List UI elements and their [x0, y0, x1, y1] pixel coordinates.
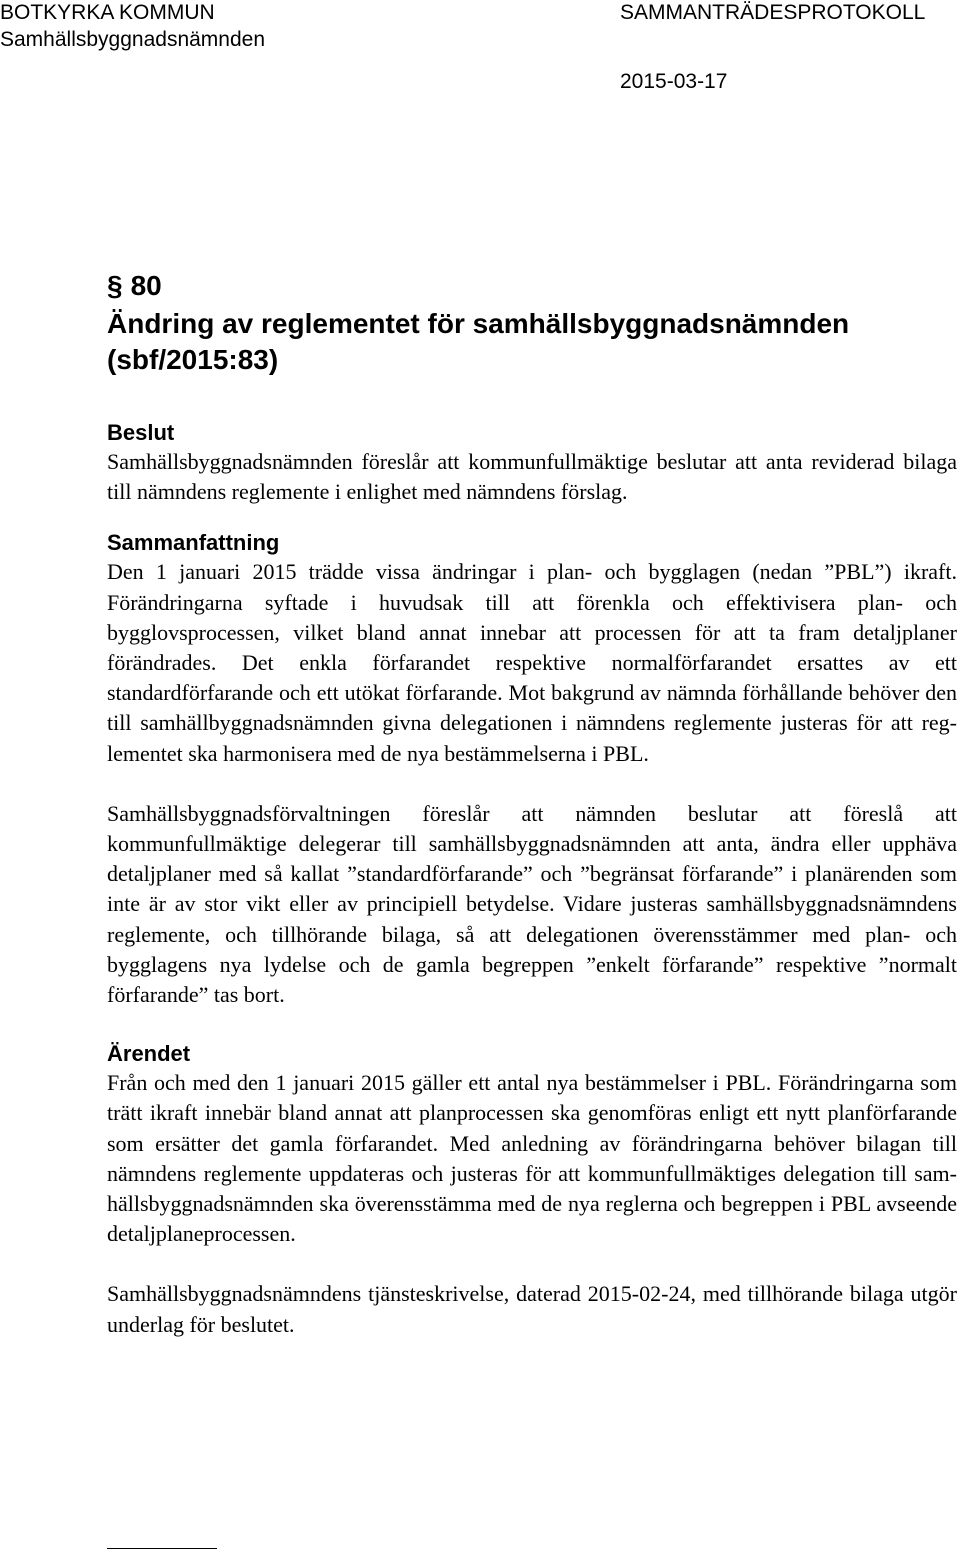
sammanfattning-heading: Sammanfattning: [107, 530, 280, 556]
meeting-date: 2015-03-17: [620, 70, 728, 93]
sammanfattning-paragraph: Samhällsbyggnadsförvaltningen föreslår att nämnden beslutar att föreslå att kommunfullmäktige delegerar till samhällsbyggnadsnämnden att anta, ändra eller upphäva detaljplaner med så kallat ”standardförfarande” och ”begränsat förfarande” i planärenden som inte är av stor vikt eller av principiell betydelse. Vidare justeras samhällsbyggnadsnämndens reglemente, och tillhörande bilaga, så att delegationen överensstämmer med plan- och bygglagens nya lydelse och de gamla begreppen ”enkelt förfarande” respektive ”normalt förfarande” tas bort.: [107, 800, 957, 1008]
document-body: [107, 268, 957, 1340]
paragraph-number: [107, 268, 957, 304]
case-title: Ändring av reglementet för samhällsbyggnadsnämnden (sbf/2015:83): [107, 308, 850, 375]
footnote-divider: [107, 1548, 217, 1549]
paragraph-number-value: 80: [130, 270, 162, 301]
arendet-paragraph: Samhällsbyggnadsnämndens tjänsteskrivelse, daterad 2015-02-24, med tillhörande bilaga utgör underlag för beslutet.: [107, 1281, 957, 1337]
organization-name: BOTKYRKA KOMMUN: [0, 1, 215, 24]
arendet-paragraph: Från och med den 1 januari 2015 gäller ett antal nya bestämmelser i PBL. Förändringarna som trätt ikraft innebär bland annat att planprocessen ska genomföras enligt ett nytt planförfarande som ersätter det gamla förfarandet. Med anledning av förändringarna behöver bilagan till nämndens reglemente uppdateras och justeras för att kommunfullmäktiges delegation till samhällsbyggnadsnämnden ska överensstämma med de nya reglerna och begreppen i PBL avseende detaljplaneprocessen.: [107, 1070, 957, 1247]
beslut-text: Samhällsbyggnadsnämnden föreslår att kommunfullmäktige beslutar att anta reviderad bilaga till nämndens reglemente i enlighet med nämndens förslag.: [107, 449, 957, 505]
sammanfattning-paragraph: Den 1 januari 2015 trädde vissa ändringar i plan- och bygglagen (nedan ”PBL”) ikraft. Förändringarna syftade i huvudsak till att förenkla och effektivisera plan- och bygglovsprocessen, vilket bland annat innebar att processen för att ta fram detaljplaner förändrades. Det enkla förfarandet respektive normalförfarandet ersattes av ett standardförfarande och ett utökat förfarande. Mot bakgrund av nämnda förhållande behöver den till samhällbyggnadsnämnden givna delegationen i nämndens reglemente justeras för att reglementet ska harmonisera med de nya bestämmelserna i PBL.: [107, 559, 957, 766]
board-name: Samhällsbyggnadsnämnden: [0, 28, 266, 51]
paragraph-sign: §: [107, 270, 123, 301]
beslut-heading: Beslut: [107, 420, 175, 445]
document-type: SAMMANTRÄDESPROTOKOLL: [620, 1, 926, 24]
arendet-heading: Ärendet: [107, 1041, 191, 1067]
